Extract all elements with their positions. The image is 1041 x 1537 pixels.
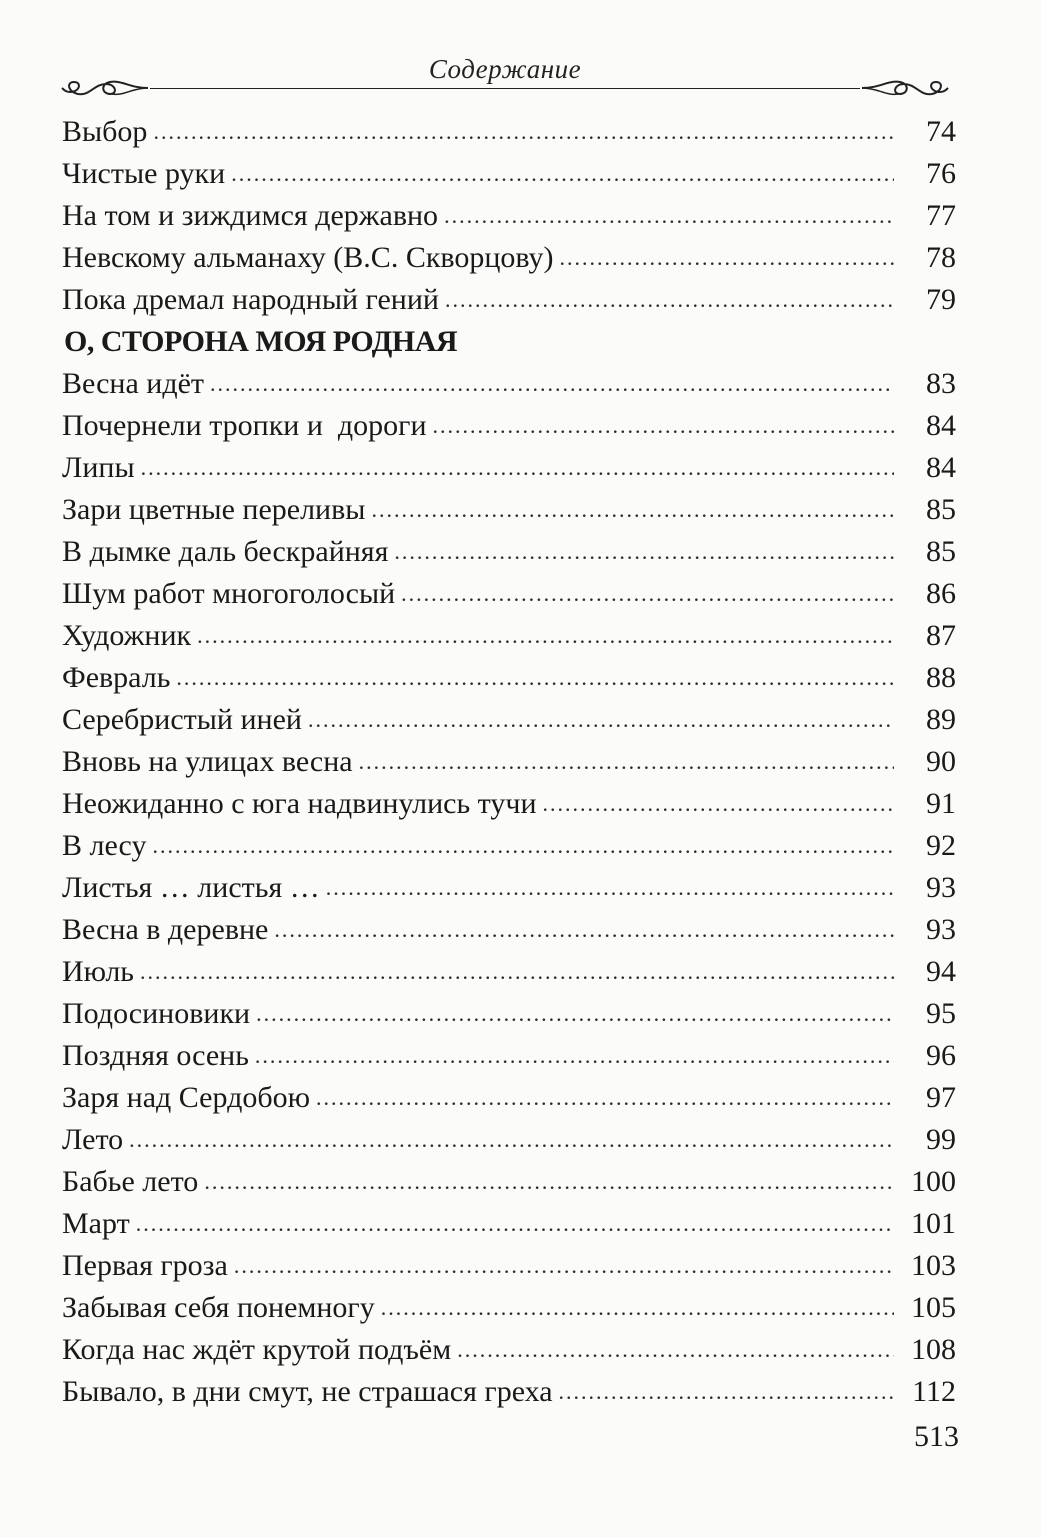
dot-leader [543,784,894,824]
toc-entry-page: 88 [926,661,956,694]
toc-entry-title: Шум работ многоголосый [62,577,396,610]
toc-entry-page: 91 [926,787,956,820]
dot-leader [359,742,894,782]
dot-leader [256,994,894,1034]
dot-leader [234,1246,894,1286]
toc-entry-page: 105 [911,1291,956,1324]
toc-entry-title: Неожиданно с юга надвинулись тучи [62,787,537,820]
toc-entry [62,490,956,530]
toc-entry-page: 85 [926,493,956,526]
toc-entry [62,1204,956,1244]
dot-leader [153,112,894,152]
dot-leader [255,1036,894,1076]
dot-leader [136,1204,894,1244]
toc-entry-title: Поздняя осень [62,1039,249,1072]
dot-leader [176,658,894,698]
toc-entry [62,238,956,278]
dot-leader [394,532,894,572]
toc-entry-title: Липы [62,451,135,484]
right-flourish-ornament [860,74,950,102]
toc-entry-title: Листья … листья … [62,871,320,904]
dot-leader [326,868,894,908]
toc-entry [62,448,956,488]
toc-entry-page: 112 [912,1375,956,1408]
dot-leader [274,910,894,950]
toc-entry-title: Весна в деревне [62,913,269,946]
toc-entry-page: 101 [911,1207,956,1240]
toc-entry-page: 108 [911,1333,956,1366]
toc-entry [62,952,956,992]
toc-entry-title: Невскому альманаху (В.С. Скворцову) [62,241,554,274]
toc-entry [62,1372,956,1412]
toc-entry-page: 103 [911,1249,956,1282]
toc-entry-page: 87 [926,619,956,652]
toc-entry-page: 84 [926,451,956,484]
toc-entry-page: 94 [926,955,956,988]
toc-entry [62,616,956,656]
toc-entry-page: 74 [926,115,956,148]
running-header [60,52,950,112]
toc-entry [62,364,956,404]
toc-entry [62,1036,956,1076]
toc-entry-title: Бывало, в дни смут, не страшася греха [62,1375,553,1408]
toc-entry-page: 96 [926,1039,956,1072]
toc-entry-page: 85 [926,535,956,568]
toc-entry [62,406,956,446]
toc-entry-page: 100 [911,1165,956,1198]
toc-entry [62,196,956,236]
toc-entry [62,112,956,152]
toc-entry-title: Художник [62,619,192,652]
dot-leader [401,574,894,614]
dot-leader [140,952,894,992]
toc-entry [62,154,956,194]
toc-entry [62,1120,956,1160]
dot-leader [457,1330,894,1370]
toc-entry-title: Почернели тропки и дороги [62,409,427,442]
toc-entry-title: Зари цветные переливы [62,493,366,526]
toc-entry-page: 89 [926,703,956,736]
toc-entry-title: Февраль [62,661,171,694]
toc-entry-title: Когда нас ждёт крутой подъём [62,1333,452,1366]
toc-entry-page: 76 [926,157,956,190]
toc-entry-title: В дымке даль бескрайняя [62,535,389,568]
dot-leader [129,1120,894,1160]
toc-entry-title: Первая гроза [62,1249,228,1282]
toc-entry [62,1162,956,1202]
dot-leader [559,1372,894,1412]
toc-entry-page: 90 [926,745,956,778]
toc-entry [62,574,956,614]
toc-entry [62,658,956,698]
dot-leader [445,280,894,320]
toc-entry-page: 95 [926,997,956,1030]
toc-entry [62,700,956,740]
toc-entry [62,868,956,908]
dot-leader [231,154,894,194]
toc-entry-title: Выбор [62,115,148,148]
toc-entry-page: 77 [926,199,956,232]
toc-entry-title: На том и зиждимся державно [62,199,439,232]
dot-leader [210,364,894,404]
toc-entry-title: Июль [62,955,134,988]
toc-entry-page: 83 [926,367,956,400]
dot-leader [371,490,894,530]
toc-entry-title: Серебристый иней [62,703,302,736]
page-number: 513 [914,1420,959,1453]
toc-entry [62,784,956,824]
header-title: Содержание [428,54,582,84]
toc-entry [62,910,956,950]
dot-leader [433,406,894,446]
toc-entry-title: Бабье лето [62,1165,199,1198]
toc-entry-title: Заря над Сердобою [62,1081,311,1114]
toc-entry [62,1288,956,1328]
toc-entry-page: 84 [926,409,956,442]
toc-entry [62,994,956,1034]
toc-entry-page: 97 [926,1081,956,1114]
dot-leader [308,700,894,740]
toc-entry-title: Март [62,1207,130,1240]
toc-entry-title: Весна идёт [62,367,205,400]
toc-entry-page: 93 [926,871,956,904]
dot-leader [152,826,894,866]
dot-leader [444,196,894,236]
toc-entry-title: Чистые руки [62,157,226,190]
toc-entry-page: 86 [926,577,956,610]
dot-leader [381,1288,894,1328]
toc-entry [62,742,956,782]
toc-entry [62,1078,956,1118]
dot-leader [316,1078,894,1118]
dot-leader [204,1162,894,1202]
toc-entry-title: Забывая себя понемногу [62,1291,375,1324]
dot-leader [197,616,894,656]
toc-entry [62,826,956,866]
toc-entry [62,532,956,572]
toc-entry-page: 99 [926,1123,956,1156]
section-heading: О, СТОРОНА МОЯ РОДНАЯ [64,325,458,358]
dot-leader [560,238,894,278]
toc-entry [62,1246,956,1286]
toc-entry-page: 92 [926,829,956,862]
toc-entry-title: Лето [62,1123,124,1156]
toc-entry [62,1330,956,1370]
toc-entry-title: В лесу [62,829,147,862]
header-rule [150,88,860,89]
toc-entry-title: Вновь на улицах весна [62,745,353,778]
toc-entry-title: Пока дремал народный гений [62,283,439,316]
toc-entry-title: Подосиновики [62,997,251,1030]
toc-entry [62,280,956,320]
dot-leader [141,448,894,488]
toc-entry-page: 79 [926,283,956,316]
toc-entry-page: 93 [926,913,956,946]
toc-entry-page: 78 [926,241,956,274]
